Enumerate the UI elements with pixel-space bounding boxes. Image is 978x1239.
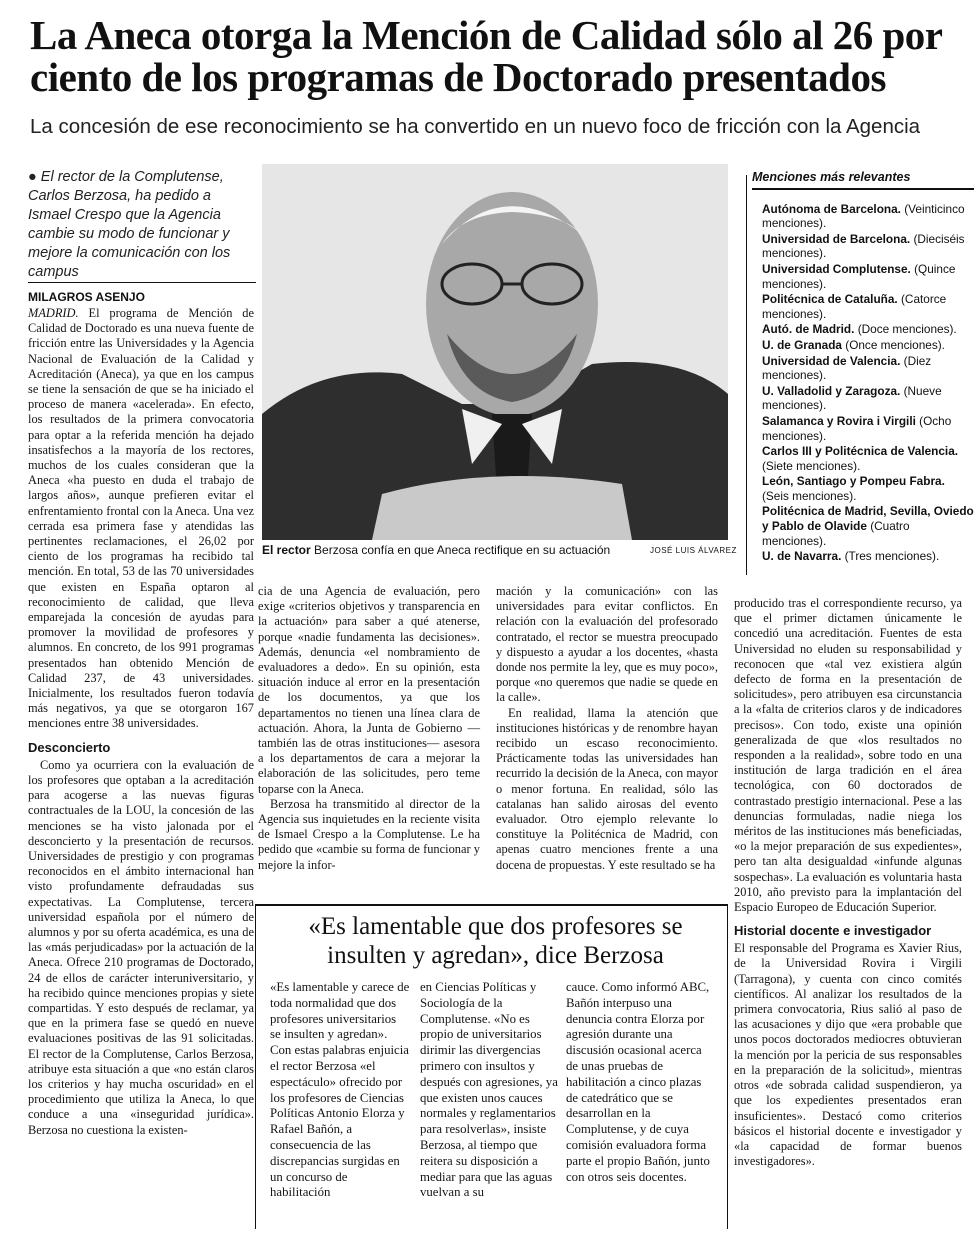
lead-summary [28,168,250,282]
entry-count: (Veinticinco menciones). [762,201,965,231]
caption-lead: El rector [262,543,311,557]
entry-name: Salamanca y Rovira i Virgili [762,413,916,428]
rector-photo [262,164,728,540]
entry-count: (Tres menciones). [844,549,940,564]
box-column-3 [566,980,716,1185]
bullet-icon: ● [28,169,41,185]
sidebar-entry [762,232,974,261]
headline: La Aneca otorga la Mención de Calidad sólo al 26 por ciento de los programas de Doctorado presentados [30,12,942,100]
box-paragraph-3: cauce. Como informó ABC, Bañón interpuso una denuncia contra Elorza por agresión durante una discusión ocasional acerca de unas pruebas de habilitación a cinco plazas de catedrático que se desarrollan en la Complutense, y de cuya comisión evaluadora forma parte el propio Bañón, junto con otros seis docentes. [566,980,710,1184]
col4-paragraph-2: El responsable del Programa es Xavier Rius, de la Universidad Rovira i Virgili (Tarragona), y cuenta con cinco comités científicos. Al analizar los resultados de la primera convocatoria, Rius salió al paso de las acusaciones y dijo que «era probable que unos pocos doctorados mediocres obtuvieran la mención por la pericia de sus responsables en la preparación de la solicitud», mientras otros «de sobrada calidad suspendieron, ya que los expedientes presentados eran insuficientes». Destacó como criterios básicos el historial docente e investigador y «la capacidad de formar buenos investigadores». [734,941,962,1169]
byline: MILAGROS ASENJO [28,290,145,304]
entry-count: (Cuatro menciones). [762,519,910,548]
col4-paragraph-1: producido tras el correspondiente recurso, ya que el primer dictamen únicamente le concedió una acreditación. Fuentes de esta Universidad no eluden su responsabilidad y reconocen que «tal vez existiera algún defecto de forma en la presentación de solicitudes», pero atribuyen esa circunstancia a la «falta de criterios claros y de indicadores precisos». Con todo, existe una opinión generalizada de que «los resultados no responden a la realidad», sobre todo en una institución de larga tradición en el área tecnológica, con 60 doctorados de contrastado prestigio internacional. Pese a las denuncias formuladas, nadie niega los méritos de las instituciones más beneficiadas, «o la mejor preparación de sus expedientes», pero tan alta desigualdad «infunde algunas sospechas». La evaluación es voluntaria hasta 2010, año previsto para la implantación del Espacio Europeo de Educación Superior. [734,596,962,915]
sidebar-entry [762,444,974,473]
entry-count: (Dieciséis menciones). [762,231,965,261]
caption-text: Berzosa confía en que Aneca rectifique en su actuación [314,543,611,557]
box-right-rule [727,904,728,1229]
column-4 [734,596,962,1169]
dateline: MADRID. [28,306,79,320]
box-column-2 [420,980,560,1201]
sidebar-title: Menciones más relevantes [752,170,974,190]
col3-paragraph-2: En realidad, llama la atención que instituciones históricas y de renombre hayan recibido un escaso reconocimiento. Prácticamente todas las universidades han recurrido la decisión de la Aneca, con mayor o menor fortuna. En realidad, sólo las catalanas han salido airosas del evento evaluador. Otro ejemplo relevante lo constituye la Politécnica de Madrid, con apenas cuatro menciones frente a una docena de propuestas. Y este resultado se ha [496,705,718,872]
entry-name: U. de Navarra. [762,549,842,564]
box-title: «Es lamentable que dos profesores se insulten y agredan», dice Berzosa [308,913,683,969]
box-left-rule [255,904,256,1229]
entry-name: Politécnica de Madrid, Sevilla, Oviedo y Pablo de Olavide [762,504,974,534]
col2-paragraph-2: Berzosa ha transmitido al director de la Agencia sus inquietudes en la reciente visita de Ismael Crespo a la Complutense. Le ha pedido que «cambie su forma de funcionar y mejore la infor- [258,796,480,872]
entry-name: U. de Granada [762,337,842,352]
subheadline: La concesión de ese reconocimiento se ha convertido en un nuevo foco de fricción con la Agencia [30,115,921,138]
sidebar-entry [762,354,974,383]
entry-name: Carlos III y Politécnica de Valencia. [762,444,959,459]
sidebar-divider [746,175,747,575]
entry-name: Universidad de Valencia. [762,353,901,368]
sidebar-entry [762,262,974,291]
col2-paragraph-1: cia de una Agencia de evaluación, pero exige «criterios objetivos y transparencia en la actuación» para saber a qué atenerse, porque «nadie fundamenta las decisiones». Además, denuncia «el nombramiento de evaluadores a dedo». En su opinión, esta situación induce al error en la presentación de los documentos, ya que los departamentos no tienen una línea clara de actuación. Ahora, la Junta de Gobierno —también las de otras instituciones— asesora a los departamentos de cara a mejorar la elaboración de las solicitudes, pero teme toparse con la Aneca. [258,584,480,796]
entry-count: (Quince menciones). [762,261,956,291]
sidebar-entry [762,202,974,231]
col1-paragraph-1: El programa de Mención de Calidad de Doctorado es una nueva fuente de fricción entre las Universidades y la Agencia Nacional de Evaluación de la Calidad y Acreditación (Aneca), ya que en los campus se tiene la sensación de que se ha iniciado el proceso de manera «acelerada». En efecto, los resultados de la primera convocatoria para optar a la referida mención ha dejado insatisfechos a la mayoría de los rectores, muchos de los cuales consideran que la Aneca «ha puesto en duda el trabajo de largos años», aunque prefieren evitar el enfrentamiento frontal con la Aneca. Una vez cerrada esa primera fase y atendidas las pertinentes reclamaciones, el 26,02 por ciento de los programas ha recibido tal mención. En total, 53 de las 70 universidades que existen en España optaron al reconocimiento de calidad, que lleva emparejada la concesión de ayudas para promover la movilidad de profesores y alumnos. En concreto, de los 991 programas presentados han obtenido Mención de Calidad 237, de 43 universidades. Inicialmente, los resultados fueron todavía más negativos, ya que se otorgaron 167 menciones entre 38 universidades. [28,306,254,731]
entry-count: (Seis menciones). [762,488,857,503]
sidebar-entry [762,504,974,548]
entry-count: (Siete menciones). [762,458,861,473]
sidebar-entry [762,474,974,503]
entry-name: Autónoma de Barcelona. [762,201,901,216]
sidebar-entry [762,338,974,353]
entry-count: (Diez menciones). [762,353,932,383]
sidebar-entry [762,322,974,337]
column-3 [496,584,718,873]
col3-paragraph-1: mación y la comunicación» con las universidades para evitar conflictos. En relación con la evaluación del profesorado contratado, el rector se muestra preocupado y dispuesto a ayudar a los docentes, «hasta donde nos permite la ley, que es muy poco», porque «no queremos que nadie se quede en la calle». [496,584,718,705]
section-subtitle-historial: Historial docente e investigador [734,923,932,939]
sidebar-entry [762,292,974,321]
photo-credit: JOSÉ LUIS ÁLVAREZ [650,546,737,555]
entry-name: U. Valladolid y Zaragoza. [762,383,901,398]
entry-count: (Doce menciones). [857,322,957,337]
entry-name: Autó. de Madrid. [762,322,855,337]
entry-count: (Ocho menciones). [762,413,952,443]
sidebar-menciones [752,170,974,565]
box-top-rule [255,904,727,906]
entry-count: (Once menciones). [845,337,945,352]
column-1 [28,306,254,1138]
entry-name: Universidad Complutense. [762,261,911,276]
box-paragraph-1: «Es lamentable y carece de toda normalidad que dos profesores universitarios se insulten y agredan». Con estas palabras enjuicia el rector Berzosa «el espectáculo» ofrecido por los profesores de Ciencias Políticas Antonio Elorza y Rafael Bañón, a consecuencia de las discrepancias surgidas en un concurso de habilitación [270,980,410,1200]
entry-name: León, Santiago y Pompeu Fabra. [762,474,945,489]
column-2 [258,584,480,873]
entry-count: (Nueve menciones). [762,383,942,413]
sidebar-entry [762,549,974,564]
rector-portrait-illustration [262,164,728,540]
sidebar-entry [762,414,974,443]
lead-text: El rector de la Complutense, Carlos Berzosa, ha pedido a Ismael Crespo que la Agencia cambie su modo de funcionar y mejore la comunicación con los campus [28,169,231,280]
lead-divider [28,282,256,283]
entry-name: Politécnica de Cataluña. [762,292,898,307]
entry-name: Universidad de Barcelona. [762,231,911,246]
section-subtitle-desconcierto: Desconcierto [28,739,111,755]
box-column-1 [270,980,410,1201]
entry-count: (Catorce menciones). [762,292,947,321]
sidebar-entry [762,384,974,413]
col1-paragraph-2: Como ya ocurriera con la evaluación de los profesores que optaban a la acreditación para acogerse a las nuevas figuras contractuales de la LOU, la concesión de las menciones se ha visto jalonada por el desconcierto y la presentación de recursos. Universidades de prestigio y con programas reconocidos en el ámbito internacional han visto profundamente defraudadas sus expectativas. La Complutense, tercera universidad española por el número de alumnos y por su oferta académica, es una de las «más perjudicadas» por la actuación de la Aneca. Ofrece 210 programas de Doctorado, 24 de ellos de carácter interuniversitario, y ha recibido quince menciones propias y siete compartidas. Y esto después de reclamar, ya que en la primera fase se quedó en nueve evaluaciones positivas de las 91 solicitadas. El rector de la Complutense, Carlos Berzosa, atribuye esta situación a que «no están claros los criterios y hay mucha oscuridad» en el procedimiento que utiliza la Aneca, lo que conduce a una «inseguridad jurídica». Berzosa no cuestiona la existen- [28,757,254,1137]
box-paragraph-2: en Ciencias Políticas y Sociología de la Complutense. «No es propio de universitarios dirimir las divergencias primero con insultos y después con agresiones, ya que existen unos cauces normales y reglamentarios para resolverlas», insiste Berzosa, al tiempo que reitera su disposición a mediar para que las aguas vuelvan a su [420,980,558,1200]
